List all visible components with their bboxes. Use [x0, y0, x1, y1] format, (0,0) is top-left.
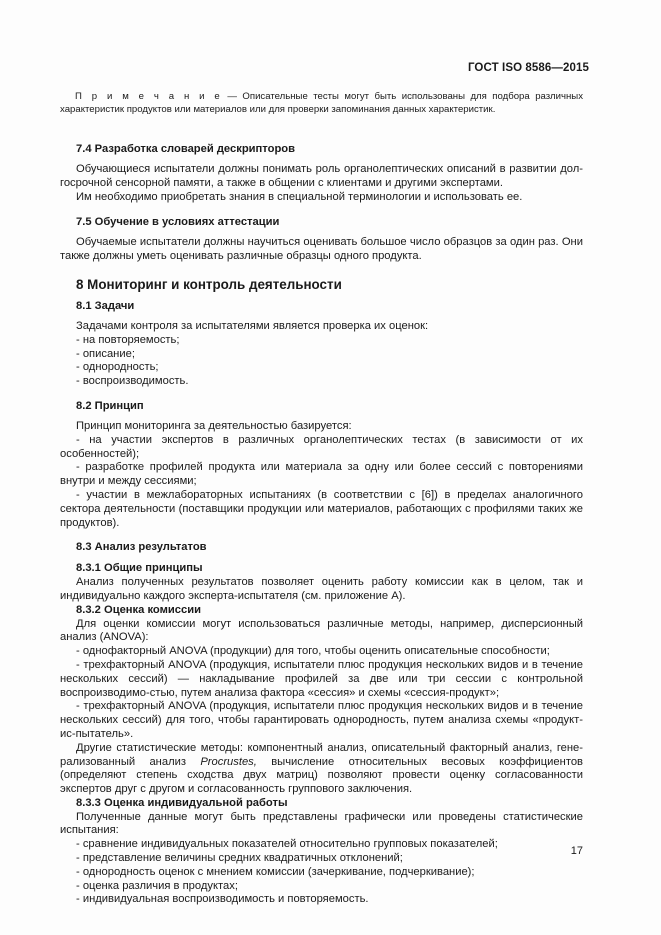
note-label: П р и м е ч а н и е	[75, 91, 222, 102]
other-methods-text-a: Другие статистические методы: компонентный анализ, описательный факторный анализ, гене-рализованный анализ	[60, 741, 583, 768]
section-8-3-1-heading: 8.3.1 Общие принципы	[76, 562, 203, 575]
section-8-1-intro: Задачами контроля за испытателями является проверка их оценок:	[76, 319, 429, 332]
note-paragraph	[60, 90, 583, 116]
list-item: - разработке профилей продукта или материала за одну или более сессий с повторениями внутри и между сессиями;	[60, 461, 583, 488]
list-item: - трехфакторный ANOVA (продукция, испытатели плюс продукция нескольких видов и в течение нескольких сессий) — накладывание профилей за две или три сессии с контрольной воспроизводимо-стью, путем анализа фактора «сессия» и схемы «сессия-продукт»;	[60, 658, 583, 699]
list-item: - воспроизводимость.	[76, 375, 189, 388]
section-8-3-2-other-methods	[60, 742, 583, 797]
list-item: - описание;	[76, 347, 135, 360]
section-8-3-1-paragraph: Анализ полученных результатов позволяет оценить работу комиссии как в целом, так и индивидуально каждого эксперта-испытателя (см. приложение А).	[60, 576, 583, 602]
page-number: 17	[570, 845, 583, 857]
section-8-3-2-heading: 8.3.2 Оценка комиссии	[76, 603, 201, 616]
list-item: - однофакторный ANOVA (продукции) для того, чтобы оценить описательные способности;	[76, 645, 550, 658]
list-item: - индивидуальная воспроизводимость и повторяемость.	[76, 893, 369, 906]
list-item: - оценка различия в продуктах;	[76, 879, 238, 892]
section-7-4-paragraph-2: Им необходимо приобретать знания в специальной терминологии и использовать ее.	[76, 190, 523, 203]
list-item: - представление величины средних квадратичных отклонений;	[76, 852, 403, 865]
list-item: - трехфакторный ANOVA (продукция, испытатели плюс продукция нескольких видов и в течение нескольких сессий) для того, чтобы гарантировать однородность, путем анализа схемы «продукт-ис-пытатель».	[60, 700, 583, 740]
section-7-4-paragraph-1: Обучающиеся испытатели должны понимать роль органолептических описаний в развитии дол-госрочной сенсорной памяти, а также в общении с клиентами и другими экспертами.	[60, 163, 583, 189]
list-item: - на участии экспертов в различных органолептических тестах (в зависимости от их особенностей);	[60, 433, 583, 460]
section-8-3-heading: 8.3 Анализ результатов	[76, 541, 207, 554]
procrustes-term: Procrustes,	[200, 755, 257, 768]
section-8-1-heading: 8.1 Задачи	[76, 299, 135, 312]
list-item: - на повторяемость;	[76, 333, 180, 346]
section-7-4-heading: 7.4 Разработка словарей дескрипторов	[76, 143, 296, 155]
section-8-3-3-heading: 8.3.3 Оценка индивидуальной работы	[76, 796, 288, 809]
note-text: — Описательные тесты могут быть использованы для подбора различных характеристик продуктов или материалов или для проверки запоминания данных характеристик.	[60, 91, 583, 115]
section-7-5-heading: 7.5 Обучение в условиях аттестации	[76, 216, 280, 229]
section-7-5-paragraph: Обучаемые испытатели должны научиться оценивать большое число образцов за один раз. Они также должны уметь оценивать различные образцы одного продукта.	[60, 236, 583, 263]
list-item: - однородность;	[76, 361, 159, 374]
list-item: - однородность оценок с мнением комиссии (зачеркивание, подчеркивание);	[76, 865, 475, 878]
page-content	[60, 90, 583, 907]
other-methods-text-b: вычисление относительных весовых коэффициентов (определяют степень сходства двух матриц) позволяют провести оценку согласованности экспертов друг с другом и согласованность группового заключения.	[60, 755, 583, 796]
section-8-heading: 8 Мониторинг и контроль деятельности	[76, 276, 342, 292]
section-8-3-3-intro: Полученные данные могут быть представлены графически или проведены статистические испытания:	[60, 810, 583, 837]
list-item: - участии в межлабораторных испытаниях (в соответствии с [6]) в пределах аналогичного сектора деятельности (поставщики продукции или материалов, работающих с профилями таких же продуктов).	[60, 488, 583, 529]
list-item: - сравнение индивидуальных показателей относительно групповых показателей;	[76, 838, 498, 851]
section-8-2-heading: 8.2 Принцип	[76, 399, 144, 412]
section-8-2-intro: Принцип мониторинга за деятельностью базируется:	[76, 419, 352, 432]
standard-code: ГОСТ ISO 8586—2015	[467, 62, 589, 74]
section-8-3-2-intro: Для оценки комиссии могут использоваться различные методы, например, дисперсионный анализ (ANOVA):	[60, 617, 583, 644]
